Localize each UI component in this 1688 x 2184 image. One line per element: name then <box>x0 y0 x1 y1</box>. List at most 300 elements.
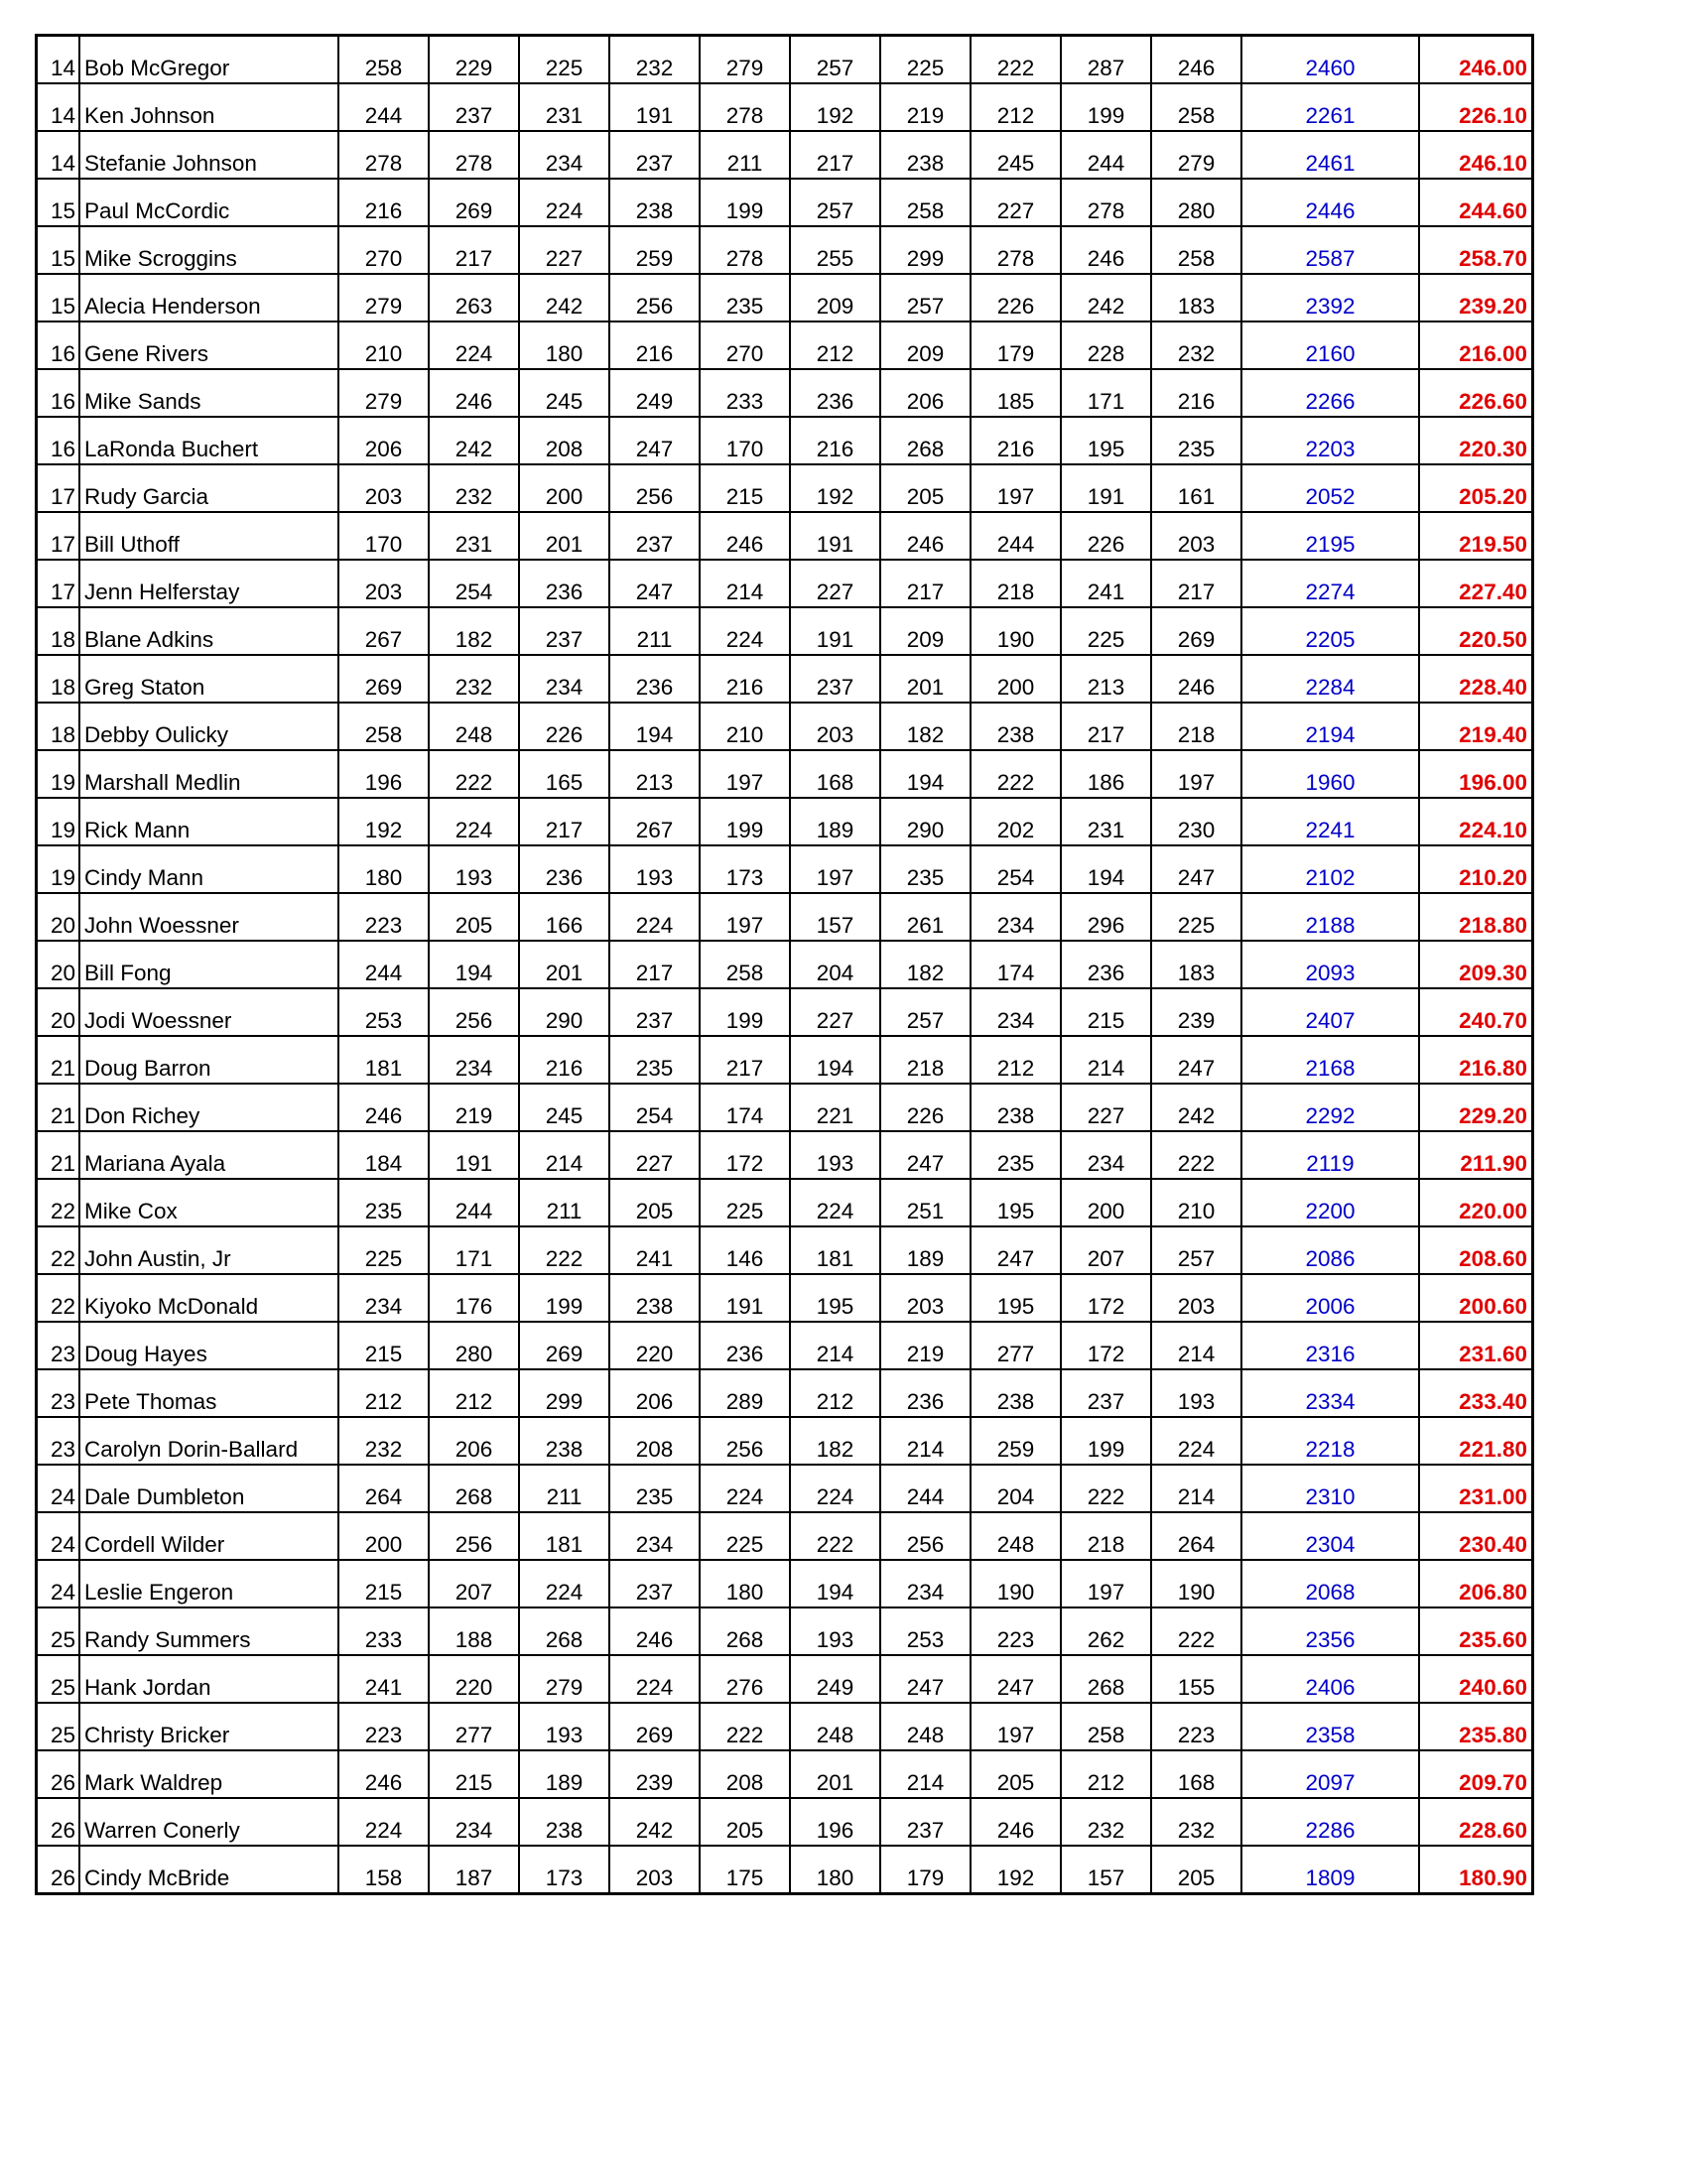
total-pins-cell: 2068 <box>1241 1560 1419 1607</box>
game-score-cell: 258 <box>880 179 971 226</box>
game-score-cell: 235 <box>1151 417 1241 464</box>
game-score-cell: 227 <box>519 226 609 274</box>
game-score-cell: 165 <box>519 750 609 798</box>
game-score-cell: 247 <box>1151 845 1241 893</box>
table-row <box>37 131 1533 179</box>
week-cell: 26 <box>37 1798 80 1846</box>
game-score-cell: 236 <box>790 369 880 417</box>
game-score-cell: 175 <box>700 1846 790 1894</box>
game-score-cell: 211 <box>700 131 790 179</box>
game-score-cell: 262 <box>1061 1607 1151 1655</box>
game-score-cell: 216 <box>700 655 790 703</box>
total-pins-cell: 2241 <box>1241 798 1419 845</box>
game-score-cell: 183 <box>1151 941 1241 988</box>
game-score-cell: 190 <box>1151 1560 1241 1607</box>
game-score-cell: 258 <box>338 36 429 84</box>
game-score-cell: 206 <box>429 1417 519 1465</box>
average-cell: 239.20 <box>1419 274 1533 321</box>
game-score-cell: 237 <box>1061 1369 1151 1417</box>
game-score-cell: 238 <box>519 1798 609 1846</box>
bowler-name-cell: Don Richey <box>79 1084 338 1131</box>
bowler-name-cell: Marshall Medlin <box>79 750 338 798</box>
game-score-cell: 246 <box>609 1607 700 1655</box>
total-pins-cell: 2304 <box>1241 1512 1419 1560</box>
table-row <box>37 1417 1533 1465</box>
average-cell: 209.30 <box>1419 941 1533 988</box>
game-score-cell: 191 <box>1061 464 1151 512</box>
game-score-cell: 218 <box>1061 1512 1151 1560</box>
average-cell: 224.10 <box>1419 798 1533 845</box>
game-score-cell: 209 <box>880 607 971 655</box>
week-cell: 24 <box>37 1465 80 1512</box>
week-cell: 14 <box>37 131 80 179</box>
average-cell: 216.00 <box>1419 321 1533 369</box>
table-row <box>37 1750 1533 1798</box>
game-score-cell: 212 <box>790 321 880 369</box>
game-score-cell: 216 <box>790 417 880 464</box>
game-score-cell: 238 <box>609 1274 700 1322</box>
game-score-cell: 194 <box>790 1560 880 1607</box>
game-score-cell: 224 <box>790 1465 880 1512</box>
game-score-cell: 194 <box>880 750 971 798</box>
game-score-cell: 215 <box>429 1750 519 1798</box>
game-score-cell: 193 <box>790 1131 880 1179</box>
game-score-cell: 280 <box>429 1322 519 1369</box>
game-score-cell: 224 <box>700 607 790 655</box>
game-score-cell: 216 <box>971 417 1061 464</box>
game-score-cell: 232 <box>429 464 519 512</box>
game-score-cell: 225 <box>1151 893 1241 941</box>
game-score-cell: 209 <box>790 274 880 321</box>
table-row <box>37 845 1533 893</box>
average-cell: 219.50 <box>1419 512 1533 560</box>
game-score-cell: 225 <box>1061 607 1151 655</box>
game-score-cell: 201 <box>790 1750 880 1798</box>
game-score-cell: 299 <box>519 1369 609 1417</box>
game-score-cell: 246 <box>1061 226 1151 274</box>
game-score-cell: 256 <box>429 988 519 1036</box>
bowler-name-cell: Debby Oulicky <box>79 703 338 750</box>
game-score-cell: 195 <box>1061 417 1151 464</box>
game-score-cell: 216 <box>338 179 429 226</box>
total-pins-cell: 1809 <box>1241 1846 1419 1894</box>
total-pins-cell: 2274 <box>1241 560 1419 607</box>
bowler-name-cell: Stefanie Johnson <box>79 131 338 179</box>
game-score-cell: 258 <box>1151 83 1241 131</box>
game-score-cell: 234 <box>971 893 1061 941</box>
game-score-cell: 224 <box>338 1798 429 1846</box>
game-score-cell: 234 <box>519 655 609 703</box>
table-row <box>37 36 1533 84</box>
game-score-cell: 227 <box>609 1131 700 1179</box>
total-pins-cell: 2356 <box>1241 1607 1419 1655</box>
game-score-cell: 249 <box>609 369 700 417</box>
game-score-cell: 264 <box>1151 1512 1241 1560</box>
game-score-cell: 227 <box>971 179 1061 226</box>
total-pins-cell: 2195 <box>1241 512 1419 560</box>
bowler-name-cell: Mariana Ayala <box>79 1131 338 1179</box>
bowler-name-cell: Mike Sands <box>79 369 338 417</box>
game-score-cell: 183 <box>1151 274 1241 321</box>
game-score-cell: 232 <box>1151 1798 1241 1846</box>
game-score-cell: 191 <box>700 1274 790 1322</box>
game-score-cell: 210 <box>700 703 790 750</box>
game-score-cell: 234 <box>429 1798 519 1846</box>
bowler-name-cell: LaRonda Buchert <box>79 417 338 464</box>
game-score-cell: 203 <box>880 1274 971 1322</box>
week-cell: 16 <box>37 321 80 369</box>
game-score-cell: 234 <box>429 1036 519 1084</box>
game-score-cell: 299 <box>880 226 971 274</box>
game-score-cell: 217 <box>790 131 880 179</box>
game-score-cell: 236 <box>880 1369 971 1417</box>
table-row <box>37 1322 1533 1369</box>
game-score-cell: 191 <box>609 83 700 131</box>
game-score-cell: 205 <box>609 1179 700 1226</box>
game-score-cell: 251 <box>880 1179 971 1226</box>
game-score-cell: 203 <box>1151 1274 1241 1322</box>
game-score-cell: 269 <box>609 1703 700 1750</box>
game-score-cell: 234 <box>971 988 1061 1036</box>
week-cell: 18 <box>37 607 80 655</box>
game-score-cell: 269 <box>429 179 519 226</box>
game-score-cell: 268 <box>1061 1655 1151 1703</box>
game-score-cell: 222 <box>429 750 519 798</box>
game-score-cell: 158 <box>338 1846 429 1894</box>
bowler-name-cell: Pete Thomas <box>79 1369 338 1417</box>
week-cell: 20 <box>37 941 80 988</box>
game-score-cell: 212 <box>971 83 1061 131</box>
game-score-cell: 222 <box>519 1226 609 1274</box>
total-pins-cell: 2194 <box>1241 703 1419 750</box>
table-row <box>37 1226 1533 1274</box>
average-cell: 246.00 <box>1419 36 1533 84</box>
table-row <box>37 321 1533 369</box>
game-score-cell: 185 <box>971 369 1061 417</box>
game-score-cell: 235 <box>609 1465 700 1512</box>
game-score-cell: 171 <box>1061 369 1151 417</box>
week-cell: 16 <box>37 417 80 464</box>
bowler-name-cell: Dale Dumbleton <box>79 1465 338 1512</box>
table-row <box>37 1798 1533 1846</box>
game-score-cell: 197 <box>700 750 790 798</box>
game-score-cell: 214 <box>1151 1322 1241 1369</box>
bowler-name-cell: Mike Scroggins <box>79 226 338 274</box>
game-score-cell: 225 <box>519 36 609 84</box>
game-score-cell: 247 <box>880 1655 971 1703</box>
game-score-cell: 231 <box>429 512 519 560</box>
average-cell: 258.70 <box>1419 226 1533 274</box>
average-cell: 219.40 <box>1419 703 1533 750</box>
week-cell: 14 <box>37 36 80 84</box>
game-score-cell: 232 <box>429 655 519 703</box>
game-score-cell: 245 <box>519 369 609 417</box>
bowler-name-cell: Blane Adkins <box>79 607 338 655</box>
bowler-name-cell: Paul McCordic <box>79 179 338 226</box>
game-score-cell: 180 <box>790 1846 880 1894</box>
bowler-name-cell: Carolyn Dorin-Ballard <box>79 1417 338 1465</box>
game-score-cell: 199 <box>1061 1417 1151 1465</box>
table-row <box>37 369 1533 417</box>
game-score-cell: 197 <box>1061 1560 1151 1607</box>
week-cell: 18 <box>37 703 80 750</box>
bowler-name-cell: Bill Fong <box>79 941 338 988</box>
game-score-cell: 238 <box>519 1417 609 1465</box>
game-score-cell: 215 <box>338 1560 429 1607</box>
game-score-cell: 236 <box>1061 941 1151 988</box>
game-score-cell: 181 <box>519 1512 609 1560</box>
week-cell: 21 <box>37 1084 80 1131</box>
average-cell: 228.60 <box>1419 1798 1533 1846</box>
game-score-cell: 190 <box>971 1560 1061 1607</box>
game-score-cell: 236 <box>519 845 609 893</box>
game-score-cell: 172 <box>1061 1322 1151 1369</box>
game-score-cell: 214 <box>880 1750 971 1798</box>
game-score-cell: 242 <box>609 1798 700 1846</box>
game-score-cell: 219 <box>880 83 971 131</box>
total-pins-cell: 2460 <box>1241 36 1419 84</box>
game-score-cell: 224 <box>790 1179 880 1226</box>
game-score-cell: 238 <box>971 1369 1061 1417</box>
game-score-cell: 224 <box>429 321 519 369</box>
table-row <box>37 703 1533 750</box>
game-score-cell: 238 <box>971 703 1061 750</box>
game-score-cell: 254 <box>609 1084 700 1131</box>
bowler-name-cell: Gene Rivers <box>79 321 338 369</box>
bowler-name-cell: Greg Staton <box>79 655 338 703</box>
average-cell: 235.60 <box>1419 1607 1533 1655</box>
game-score-cell: 200 <box>519 464 609 512</box>
game-score-cell: 278 <box>429 131 519 179</box>
table-row <box>37 179 1533 226</box>
total-pins-cell: 2286 <box>1241 1798 1419 1846</box>
average-cell: 206.80 <box>1419 1560 1533 1607</box>
bowler-name-cell: Bill Uthoff <box>79 512 338 560</box>
game-score-cell: 201 <box>880 655 971 703</box>
game-score-cell: 253 <box>338 988 429 1036</box>
table-row <box>37 417 1533 464</box>
game-score-cell: 234 <box>609 1512 700 1560</box>
game-score-cell: 203 <box>338 464 429 512</box>
average-cell: 220.50 <box>1419 607 1533 655</box>
game-score-cell: 235 <box>700 274 790 321</box>
game-score-cell: 217 <box>429 226 519 274</box>
game-score-cell: 224 <box>429 798 519 845</box>
game-score-cell: 290 <box>880 798 971 845</box>
game-score-cell: 234 <box>880 1560 971 1607</box>
game-score-cell: 212 <box>429 1369 519 1417</box>
bowler-name-cell: Christy Bricker <box>79 1703 338 1750</box>
game-score-cell: 193 <box>790 1607 880 1655</box>
game-score-cell: 233 <box>700 369 790 417</box>
game-score-cell: 256 <box>429 1512 519 1560</box>
bowler-name-cell: John Woessner <box>79 893 338 941</box>
game-score-cell: 257 <box>880 988 971 1036</box>
average-cell: 240.70 <box>1419 988 1533 1036</box>
table-row <box>37 83 1533 131</box>
game-score-cell: 227 <box>790 988 880 1036</box>
table-row <box>37 1560 1533 1607</box>
average-cell: 246.10 <box>1419 131 1533 179</box>
game-score-cell: 217 <box>1151 560 1241 607</box>
total-pins-cell: 2086 <box>1241 1226 1419 1274</box>
game-score-cell: 223 <box>1151 1703 1241 1750</box>
game-score-cell: 247 <box>609 417 700 464</box>
game-score-cell: 207 <box>1061 1226 1151 1274</box>
game-score-cell: 174 <box>971 941 1061 988</box>
game-score-cell: 278 <box>1061 179 1151 226</box>
game-score-cell: 247 <box>971 1655 1061 1703</box>
game-score-cell: 257 <box>790 179 880 226</box>
game-score-cell: 223 <box>338 893 429 941</box>
game-score-cell: 205 <box>700 1798 790 1846</box>
game-score-cell: 199 <box>700 988 790 1036</box>
week-cell: 20 <box>37 988 80 1036</box>
game-score-cell: 181 <box>790 1226 880 1274</box>
bowler-name-cell: John Austin, Jr <box>79 1226 338 1274</box>
score-table-body <box>37 36 1533 1894</box>
game-score-cell: 182 <box>429 607 519 655</box>
game-score-cell: 192 <box>790 464 880 512</box>
game-score-cell: 247 <box>971 1226 1061 1274</box>
game-score-cell: 242 <box>519 274 609 321</box>
game-score-cell: 214 <box>790 1322 880 1369</box>
average-cell: 227.40 <box>1419 560 1533 607</box>
game-score-cell: 184 <box>338 1131 429 1179</box>
game-score-cell: 237 <box>609 512 700 560</box>
game-score-cell: 180 <box>519 321 609 369</box>
game-score-cell: 213 <box>1061 655 1151 703</box>
table-row <box>37 1655 1533 1703</box>
game-score-cell: 199 <box>700 798 790 845</box>
game-score-cell: 214 <box>1061 1036 1151 1084</box>
total-pins-cell: 2205 <box>1241 607 1419 655</box>
game-score-cell: 289 <box>700 1369 790 1417</box>
average-cell: 226.10 <box>1419 83 1533 131</box>
game-score-cell: 186 <box>1061 750 1151 798</box>
game-score-cell: 191 <box>790 512 880 560</box>
game-score-cell: 232 <box>1151 321 1241 369</box>
game-score-cell: 205 <box>1151 1846 1241 1894</box>
game-score-cell: 244 <box>338 941 429 988</box>
average-cell: 209.70 <box>1419 1750 1533 1798</box>
game-score-cell: 187 <box>429 1846 519 1894</box>
table-row <box>37 988 1533 1036</box>
average-cell: 233.40 <box>1419 1369 1533 1417</box>
game-score-cell: 231 <box>1061 798 1151 845</box>
game-score-cell: 232 <box>609 36 700 84</box>
bowler-name-cell: Doug Barron <box>79 1036 338 1084</box>
average-cell: 230.40 <box>1419 1512 1533 1560</box>
game-score-cell: 256 <box>880 1512 971 1560</box>
week-cell: 23 <box>37 1369 80 1417</box>
game-score-cell: 246 <box>1151 36 1241 84</box>
game-score-cell: 237 <box>880 1798 971 1846</box>
average-cell: 205.20 <box>1419 464 1533 512</box>
game-score-cell: 166 <box>519 893 609 941</box>
game-score-cell: 212 <box>971 1036 1061 1084</box>
game-score-cell: 234 <box>338 1274 429 1322</box>
game-score-cell: 261 <box>880 893 971 941</box>
table-row <box>37 798 1533 845</box>
total-pins-cell: 2052 <box>1241 464 1419 512</box>
game-score-cell: 237 <box>429 83 519 131</box>
game-score-cell: 220 <box>609 1322 700 1369</box>
game-score-cell: 263 <box>429 274 519 321</box>
game-score-cell: 214 <box>880 1417 971 1465</box>
bowler-name-cell: Warren Conerly <box>79 1798 338 1846</box>
game-score-cell: 189 <box>519 1750 609 1798</box>
game-score-cell: 223 <box>971 1607 1061 1655</box>
bowler-name-cell: Jenn Helferstay <box>79 560 338 607</box>
game-score-cell: 222 <box>700 1703 790 1750</box>
week-cell: 19 <box>37 845 80 893</box>
game-score-cell: 205 <box>429 893 519 941</box>
game-score-cell: 190 <box>971 607 1061 655</box>
game-score-cell: 247 <box>880 1131 971 1179</box>
game-score-cell: 218 <box>880 1036 971 1084</box>
game-score-cell: 194 <box>609 703 700 750</box>
table-row <box>37 560 1533 607</box>
game-score-cell: 192 <box>338 798 429 845</box>
average-cell: 226.60 <box>1419 369 1533 417</box>
game-score-cell: 267 <box>609 798 700 845</box>
game-score-cell: 244 <box>971 512 1061 560</box>
game-score-cell: 268 <box>880 417 971 464</box>
game-score-cell: 188 <box>429 1607 519 1655</box>
game-score-cell: 258 <box>1151 226 1241 274</box>
game-score-cell: 258 <box>1061 1703 1151 1750</box>
total-pins-cell: 2392 <box>1241 274 1419 321</box>
game-score-cell: 258 <box>700 941 790 988</box>
table-row <box>37 607 1533 655</box>
game-score-cell: 257 <box>1151 1226 1241 1274</box>
game-score-cell: 232 <box>338 1417 429 1465</box>
game-score-cell: 201 <box>519 941 609 988</box>
week-cell: 19 <box>37 798 80 845</box>
game-score-cell: 279 <box>338 274 429 321</box>
game-score-cell: 259 <box>609 226 700 274</box>
game-score-cell: 226 <box>1061 512 1151 560</box>
week-cell: 19 <box>37 750 80 798</box>
game-score-cell: 235 <box>609 1036 700 1084</box>
game-score-cell: 278 <box>338 131 429 179</box>
game-score-cell: 217 <box>519 798 609 845</box>
week-cell: 21 <box>37 1036 80 1084</box>
game-score-cell: 215 <box>1061 988 1151 1036</box>
average-cell: 210.20 <box>1419 845 1533 893</box>
game-score-cell: 268 <box>519 1607 609 1655</box>
total-pins-cell: 2102 <box>1241 845 1419 893</box>
average-cell: 196.00 <box>1419 750 1533 798</box>
total-pins-cell: 2097 <box>1241 1750 1419 1798</box>
total-pins-cell: 2292 <box>1241 1084 1419 1131</box>
game-score-cell: 256 <box>609 464 700 512</box>
week-cell: 15 <box>37 179 80 226</box>
game-score-cell: 224 <box>519 1560 609 1607</box>
week-cell: 18 <box>37 655 80 703</box>
game-score-cell: 215 <box>700 464 790 512</box>
average-cell: 231.00 <box>1419 1465 1533 1512</box>
game-score-cell: 227 <box>790 560 880 607</box>
game-score-cell: 279 <box>700 36 790 84</box>
table-row <box>37 941 1533 988</box>
game-score-cell: 173 <box>700 845 790 893</box>
game-score-cell: 207 <box>429 1560 519 1607</box>
game-score-cell: 182 <box>790 1417 880 1465</box>
game-score-cell: 225 <box>880 36 971 84</box>
week-cell: 22 <box>37 1179 80 1226</box>
